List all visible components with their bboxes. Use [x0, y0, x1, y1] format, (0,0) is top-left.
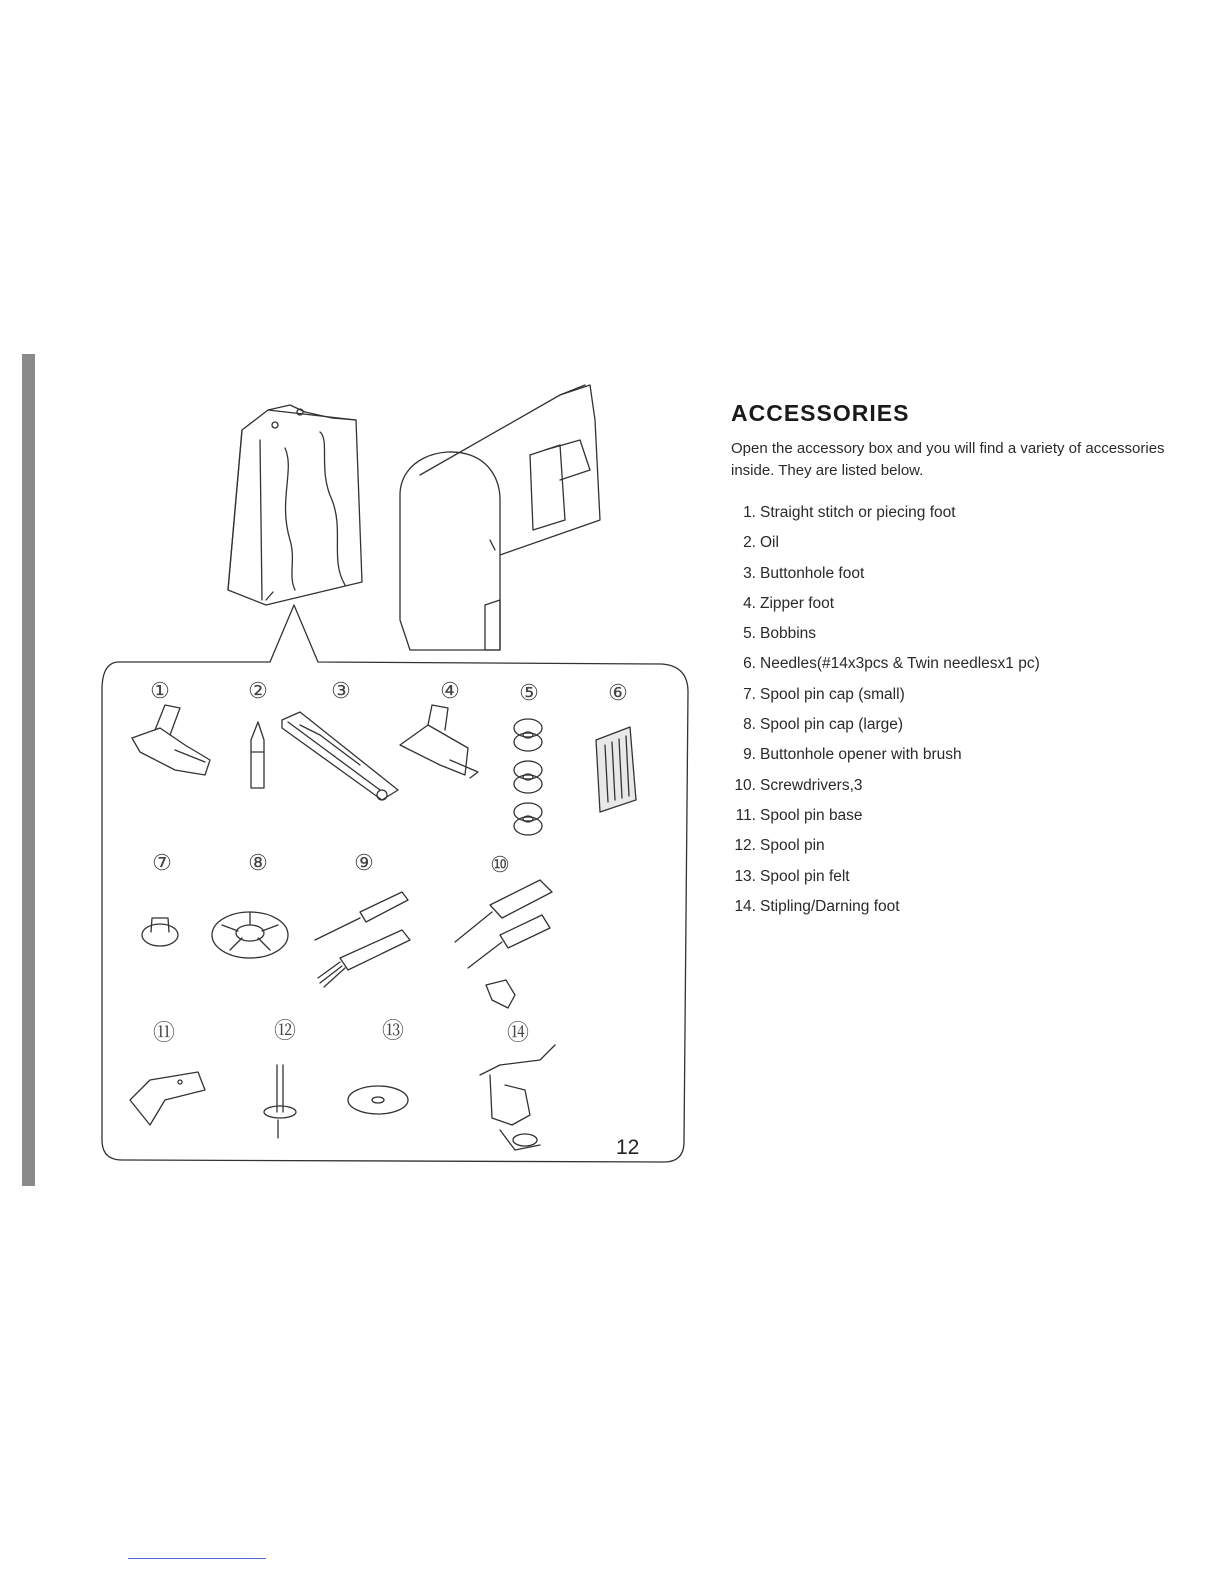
marker-13: ⑬ [381, 1018, 405, 1043]
list-item [726, 559, 1040, 589]
marker-7: ⑦ [152, 850, 172, 875]
item-number: 2. [743, 534, 756, 552]
list-item [726, 589, 1040, 619]
needles-pack-illustration [596, 727, 636, 812]
page-number: 12 [616, 1136, 640, 1159]
list-item [726, 862, 1040, 892]
list-item [726, 740, 1040, 770]
accessory-panel-outline [102, 605, 688, 1162]
item-number: 6. [743, 655, 756, 673]
straight-stitch-foot-illustration [132, 705, 210, 775]
item-number: 9. [743, 746, 756, 764]
section-title: ACCESSORIES [731, 400, 910, 426]
item-label: Oil [760, 534, 779, 552]
list-item [726, 771, 1040, 801]
item-number: 4. [743, 594, 756, 612]
item-number-markers [150, 678, 628, 1045]
marker-1: ① [150, 678, 170, 703]
item-label: Spool pin felt [760, 867, 850, 885]
spool-pin-felt-illustration [348, 1086, 408, 1114]
spool-pin-base-illustration [130, 1072, 205, 1125]
item-label: Screwdrivers,3 [760, 776, 863, 794]
item-number: 13. [734, 867, 756, 885]
accessory-list [726, 498, 1040, 922]
buttonhole-opener-illustration [315, 892, 410, 987]
marker-11: ⑪ [152, 1020, 176, 1045]
item-number: 3. [743, 564, 756, 582]
bobbins-illustration [514, 719, 542, 835]
item-label: Buttonhole opener with brush [760, 746, 962, 764]
darning-foot-illustration [480, 1045, 555, 1150]
item-label: Straight stitch or piecing foot [760, 504, 956, 521]
list-item [726, 892, 1040, 922]
spool-cap-small-illustration [142, 918, 178, 946]
marker-3: ③ [331, 678, 351, 703]
item-label: Buttonhole foot [760, 564, 865, 582]
item-label: Needles(#14x3pcs & Twin needlesx1 pc) [760, 655, 1040, 673]
list-item [726, 710, 1040, 740]
list-item [726, 831, 1040, 861]
item-label: Bobbins [760, 625, 817, 643]
list-item [726, 619, 1040, 649]
oil-bottle-illustration [251, 722, 264, 788]
item-number: 10. [734, 776, 756, 794]
list-item [726, 649, 1040, 679]
screwdrivers-illustration [455, 880, 552, 1008]
item-label: Spool pin cap (large) [760, 716, 904, 734]
zipper-foot-illustration [400, 705, 478, 778]
intro-text: Open the accessory box and you will find a variety of accessories inside. They are listed below. [731, 440, 1165, 479]
spool-cap-large-illustration [212, 912, 288, 958]
marker-6: ⑥ [608, 680, 628, 705]
item-label: Zipper foot [760, 594, 835, 612]
item-label: Spool pin cap (small) [760, 685, 905, 703]
item-number: 7. [743, 685, 756, 703]
marker-5: ⑤ [519, 680, 539, 705]
bottom-rule [128, 1558, 266, 1559]
item-number: 5. [743, 625, 756, 643]
item-number: 8. [743, 716, 756, 734]
item-label: Spool pin [760, 837, 825, 855]
sewing-machine-arm-illustration [400, 385, 600, 650]
item-number: 1. [743, 504, 756, 521]
marker-10: ⑩ [490, 852, 510, 877]
item-label: Spool pin base [760, 806, 863, 824]
marker-4: ④ [440, 678, 460, 703]
accessory-box-illustration [228, 405, 362, 605]
item-number: 11. [735, 806, 756, 824]
marker-2: ② [248, 678, 268, 703]
list-item [726, 528, 1040, 558]
buttonhole-foot-illustration [282, 712, 398, 800]
item-number: 14. [734, 897, 756, 915]
list-item [726, 801, 1040, 831]
list-item [726, 680, 1040, 710]
spool-pin-illustration [264, 1065, 296, 1138]
marker-8: ⑧ [248, 850, 268, 875]
marker-12: ⑫ [273, 1018, 297, 1043]
marker-9: ⑨ [354, 850, 374, 875]
item-number: 12. [734, 837, 756, 855]
item-label: Stipling/Darning foot [760, 897, 900, 915]
list-item [726, 498, 1040, 528]
marker-14: ⑭ [506, 1020, 530, 1045]
